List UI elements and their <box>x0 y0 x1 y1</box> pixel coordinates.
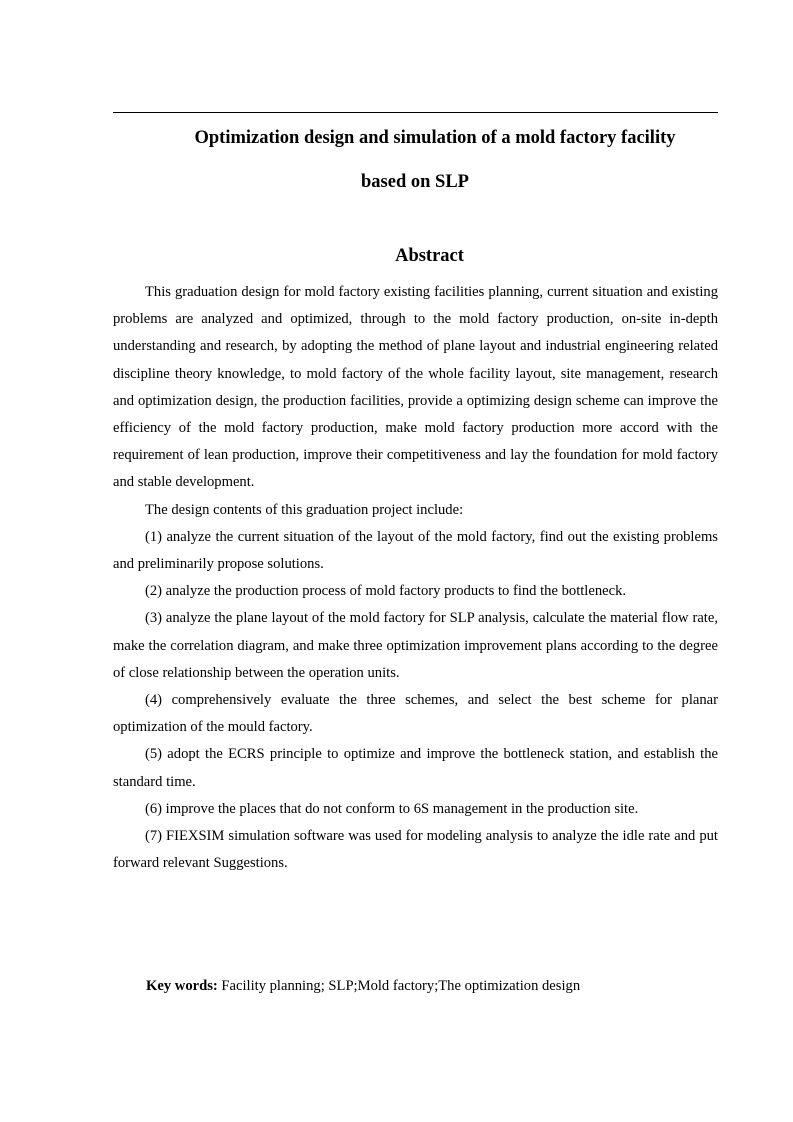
title-line-2: based on SLP <box>361 172 469 192</box>
content-item-2: (2) analyze the production process of mold factory products to find the bottleneck. <box>145 583 627 600</box>
abstract-paragraph: This graduation design for mold factory existing facilities planning, current situation and existing problems are analyzed and optimized, through to the mold factory production, on-site in-depth understanding and research, by adopting the method of plane layout and industrial engineering related discipline theory knowledge, to mold factory of the whole facility layout, site management, research and optimization design, the production facilities, provide a optimizing design scheme can improve the efficiency of the mold factory production, make mold factory production more accord with the requirement of lean production, improve their competitiveness and lay the foundation for mold factory and stable development. <box>113 284 718 491</box>
title-line-1: Optimization design and simulation of a mold factory facility <box>194 128 676 148</box>
keywords-text: Facility planning; SLP;Mold factory;The optimization design <box>217 978 581 994</box>
header-rule <box>113 112 718 113</box>
abstract-heading: Abstract <box>395 246 464 266</box>
content-item-3: (3) analyze the plane layout of the mold factory for SLP analysis, calculate the material flow rate, make the correlation diagram, and make three optimization improvement plans according to the degree of close relationship between the operation units. <box>113 610 718 681</box>
content-item-4: (4) comprehensively evaluate the three schemes, and select the best scheme for planar optimization of the mould factory. <box>113 692 718 736</box>
contents-intro-paragraph: The design contents of this graduation project include: <box>145 501 464 518</box>
keywords-line <box>146 974 726 998</box>
content-item-1: (1) analyze the current situation of the layout of the mold factory, find out the existing problems and preliminarily propose solutions. <box>113 528 718 573</box>
content-item-6: (6) improve the places that do not conform to 6S management in the production site. <box>145 800 639 817</box>
content-item-5: (5) adopt the ECRS principle to optimize and improve the bottleneck station, and establish the standard time. <box>113 746 718 790</box>
keywords-label: Key words: <box>146 978 218 994</box>
abstract-body <box>113 279 718 877</box>
content-item-7: (7) FIEXSIM simulation software was used for modeling analysis to analyze the idle rate and put forward relevant Suggestions. <box>113 828 718 872</box>
